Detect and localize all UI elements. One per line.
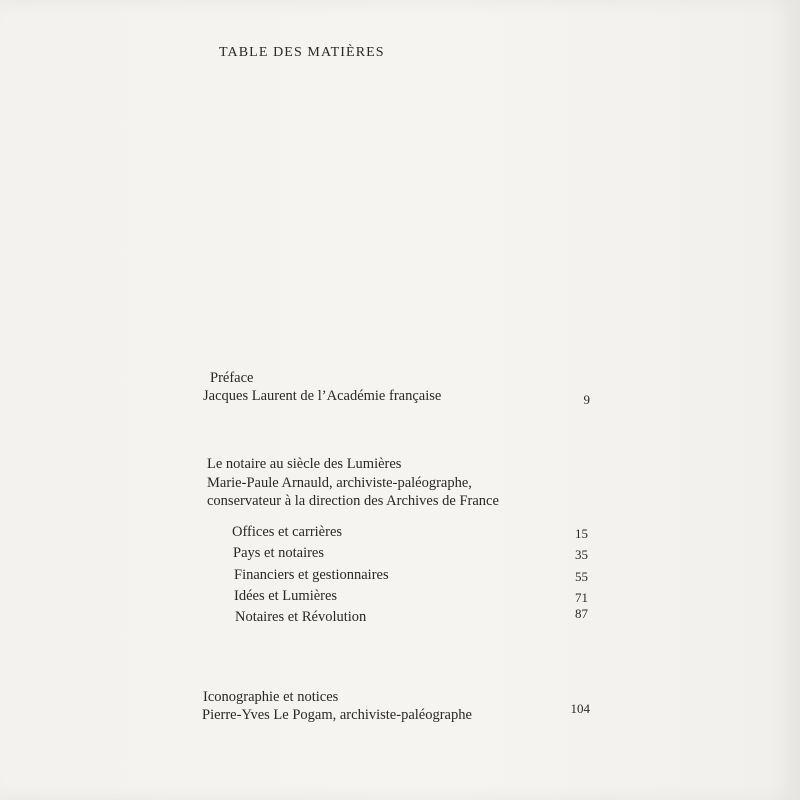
chapter-page-idees: 71	[575, 590, 588, 605]
chapter-page-offices: 15	[575, 526, 588, 541]
chapter-label-revolution: Notaires et Révolution	[235, 609, 367, 625]
page-title: TABLE DES MATIÈRES	[219, 45, 385, 60]
chapter-label-pays: Pays et notaires	[233, 545, 325, 561]
preface-heading: Préface	[210, 370, 254, 386]
notaire-heading: Le notaire au siècle des Lumières	[207, 456, 402, 472]
notaire-author-line2: conservateur à la direction des Archives de France	[207, 493, 499, 509]
chapter-page-revolution: 87	[575, 606, 588, 621]
chapter-page-financiers: 55	[575, 569, 588, 584]
chapter-label-financiers: Financiers et gestionnaires	[234, 567, 389, 583]
notaire-author-line1: Marie-Paule Arnauld, archiviste-paléographe,	[207, 475, 472, 491]
preface-page-number: 9	[583, 392, 590, 407]
chapter-page-pays: 35	[575, 547, 588, 562]
iconographie-heading: Iconographie et notices	[203, 689, 339, 705]
iconographie-author: Pierre-Yves Le Pogam, archiviste-paléographe	[202, 707, 472, 723]
iconographie-page-number: 104	[570, 701, 590, 716]
chapter-label-idees: Idées et Lumières	[234, 588, 338, 604]
preface-author: Jacques Laurent de l’Académie française	[203, 388, 442, 404]
chapter-label-offices: Offices et carrières	[232, 524, 343, 540]
